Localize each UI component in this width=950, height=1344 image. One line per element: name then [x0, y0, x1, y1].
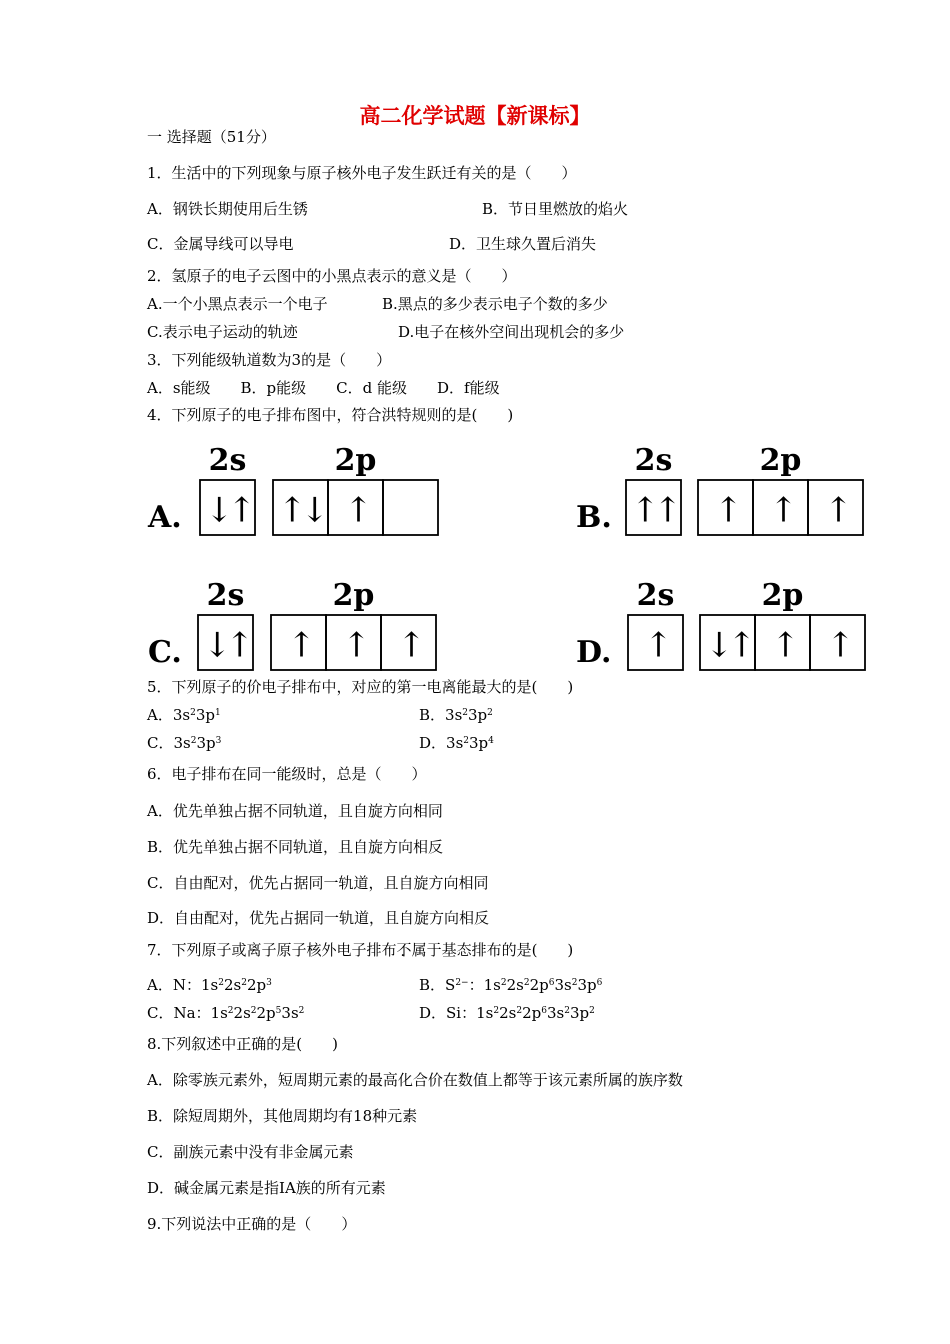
spin-arrows: ↑: [824, 490, 847, 531]
orbital-2s-heading: 2s: [206, 578, 245, 613]
q2-stem: 2．氢原子的电子云图中的小黑点表示的意义是（ ）: [147, 267, 517, 285]
q1-option-a: A．钢铁长期使用后生锈: [147, 200, 308, 218]
q6-stem: 6．电子排布在同一能级时，总是（ ）: [147, 765, 427, 783]
diagram-label: D.: [576, 635, 612, 670]
q8-option-a: A．除零族元素外，短周期元素的最高化合价在数值上都等于该元素所属的族序数: [147, 1071, 683, 1089]
q8-option-b: B．除短周期外，其他周期均有18种元素: [147, 1107, 418, 1125]
q8-stem: 8.下列叙述中正确的是( ): [147, 1035, 339, 1053]
orbital-2p-heading: 2p: [334, 443, 377, 478]
diagram-label: B.: [576, 500, 612, 535]
q2-option-d: D.电子在核外空间出现机会的多少: [398, 323, 625, 341]
spin-arrows: ↑: [644, 625, 667, 666]
orbital-box-2p: [383, 480, 438, 535]
spin-arrows: ↓↑: [705, 625, 750, 666]
q7-option-b: B．$S^{2-}$：$1s^22s^22p^63s^23p^6$: [419, 976, 603, 994]
q7-option-d: D．Si：$1s^22s^22p^63s^23p^2$: [419, 1004, 595, 1022]
q1-option-c: C．金属导线可以导电: [147, 235, 294, 253]
spin-arrows: ↑: [769, 490, 792, 531]
q3-stem: 3．下列能级轨道数为3的是（ ）: [147, 351, 392, 369]
diagram-label: A.: [148, 500, 182, 535]
spin-arrows: ↑: [397, 625, 420, 666]
q6-option-d: D．自由配对，优先占据同一轨道，且自旋方向相反: [147, 909, 490, 927]
page-title: 高二化学试题【新课标】: [359, 103, 591, 128]
spin-arrows: ↓↑: [205, 490, 250, 531]
q6-option-c: C．自由配对，优先占据同一轨道，且自旋方向相同: [147, 874, 489, 892]
q6-option-a: A．优先单独占据不同轨道，且自旋方向相同: [147, 802, 443, 820]
diagram-label: C.: [148, 635, 182, 670]
q5-option-a: A．$3s^23p^1$: [147, 706, 221, 724]
q5-stem: 5．下列原子的价电子排布中，对应的第一电离能最大的是( ): [147, 678, 574, 696]
q5-option-b: B．$3s^23p^2$: [419, 706, 493, 724]
q9-stem: 9.下列说法中正确的是（ ）: [147, 1215, 357, 1233]
orbital-2s-heading: 2s: [208, 443, 247, 478]
q1-option-d: D．卫生球久置后消失: [449, 235, 597, 253]
spin-arrows: ↑: [344, 490, 367, 531]
q5-option-d: D．$3s^23p^4$: [419, 734, 494, 752]
q2-option-b: B.黑点的多少表示电子个数的多少: [382, 295, 608, 313]
q2-option-c: C.表示电子运动的轨迹: [147, 323, 298, 341]
emphasis-dot: 不: [396, 941, 412, 959]
q3-options: A．s能级 B．p能级 C．d 能级 D．f能级: [147, 379, 500, 397]
orbital-2s-heading: 2s: [636, 578, 675, 613]
orbital-2p-heading: 2p: [761, 578, 804, 613]
spin-arrows: ↑↓: [278, 490, 323, 531]
orbital-2p-heading: 2p: [332, 578, 375, 613]
spin-arrows: ↑: [714, 490, 737, 531]
q7-option-c: C．Na：$1s^22s^22p^53s^2$: [147, 1004, 305, 1022]
q7-option-a: A．N：$1s^22s^22p^3$: [147, 976, 272, 994]
orbital-2s-heading: 2s: [634, 443, 673, 478]
q2-option-a: A.一个小黑点表示一个电子: [147, 295, 328, 313]
q4-stem: 4．下列原子的电子排布图中，符合洪特规则的是( ): [147, 406, 514, 424]
spin-arrows: ↑: [342, 625, 365, 666]
q5-option-c: C．$3s^23p^3$: [147, 734, 222, 752]
spin-arrows: ↑: [287, 625, 310, 666]
q6-option-b: B．优先单独占据不同轨道，且自旋方向相反: [147, 838, 444, 856]
orbital-diagrams: [0, 430, 950, 680]
spin-arrows: ↓↑: [203, 625, 248, 666]
q8-option-d: D．碱金属元素是指ⅠA族的所有元素: [147, 1179, 386, 1197]
orbital-2p-heading: 2p: [759, 443, 802, 478]
spin-arrows: ↑: [826, 625, 849, 666]
section-heading: 一 选择题（51分）: [147, 128, 276, 146]
spin-arrows: ↑↑: [631, 490, 676, 531]
spin-arrows: ↑: [771, 625, 794, 666]
q7-stem: 7．下列原子或离子原子核外电子排布不属于基态排布的是( ): [147, 941, 574, 959]
q1-option-b: B．节日里燃放的焰火: [482, 200, 629, 218]
q8-option-c: C．副族元素中没有非金属元素: [147, 1143, 354, 1161]
q1-stem: 1．生活中的下列现象与原子核外电子发生跃迁有关的是（ ）: [147, 164, 577, 182]
